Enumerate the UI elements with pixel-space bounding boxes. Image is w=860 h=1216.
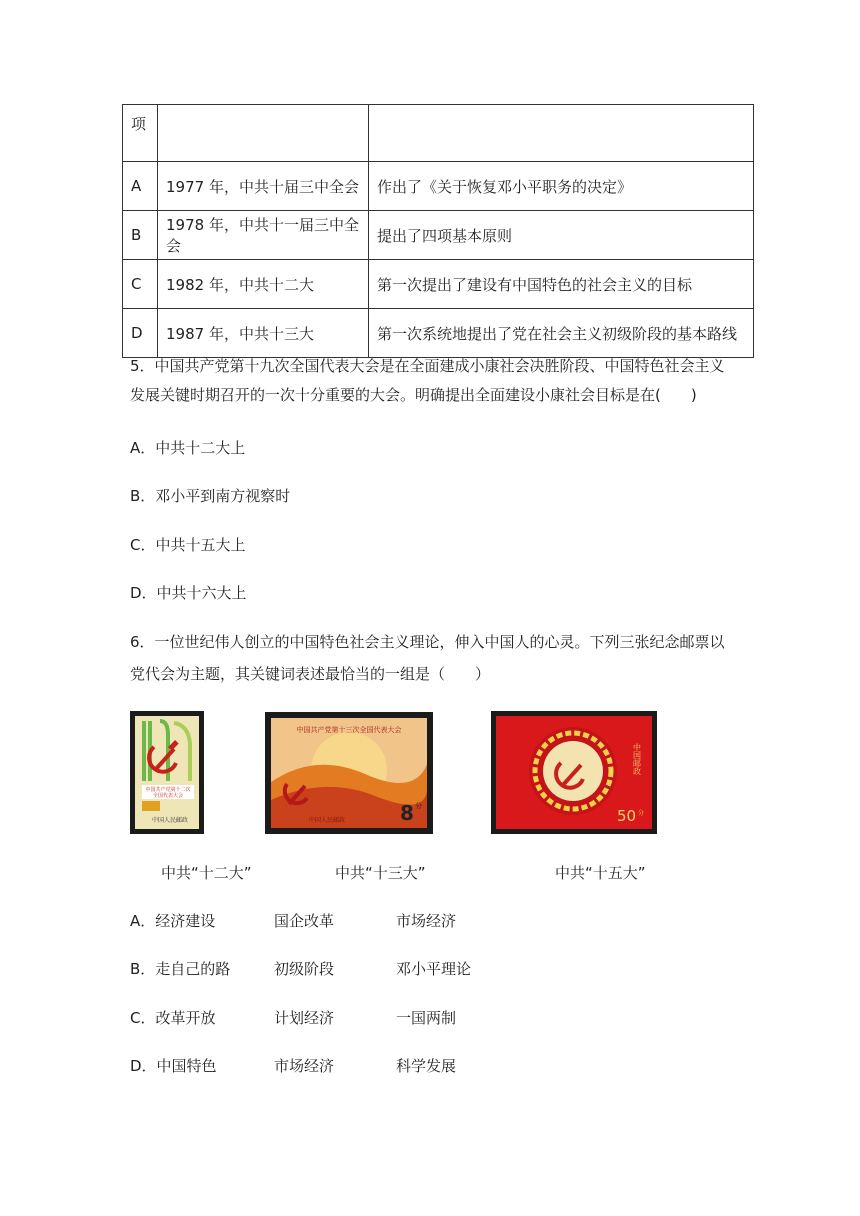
table-row (123, 211, 754, 260)
stamp-12th-congress (130, 711, 204, 834)
q6-option-a-term3: 市场经济 (396, 912, 457, 930)
svg-text:中国人民邮政: 中国人民邮政 (151, 817, 189, 824)
q5-option-b: B．邓小平到南方视察时 (130, 487, 291, 505)
table-cell: 1977 年，中共十届三中全会 (158, 162, 369, 211)
q5-option-d: D．中共十六大上 (130, 584, 247, 602)
stamp-15th-congress (491, 711, 657, 834)
q6-option-b-term2: 初级阶段 (274, 960, 335, 978)
table-row (123, 260, 754, 309)
table-row (123, 162, 754, 211)
q6-option-a-term2: 国企改革 (274, 912, 335, 930)
table-cell: 提出了四项基本原则 (369, 211, 754, 260)
q6-option-d: D．中国特色 (130, 1057, 217, 1075)
table-cell: A (123, 162, 158, 211)
q6-option-d-term3: 科学发展 (396, 1057, 457, 1075)
q6-option-c-term2: 计划经济 (274, 1009, 335, 1027)
table-cell: 第一次提出了建设有中国特色的社会主义的目标 (369, 260, 754, 309)
table-cell: 项 (123, 105, 158, 162)
q5-stem-line2: 发展关键时期召开的一次十分重要的大会。明确提出全面建设小康社会目标是在( ) (130, 386, 697, 404)
table-cell: 1982 年，中共十二大 (158, 260, 369, 309)
stamp-13th-congress (265, 712, 433, 834)
q6-stem-line2: 党代会为主题，其关键词表述最恰当的一组是（ ） (130, 665, 491, 683)
table-cell: D (123, 309, 158, 358)
table-row (123, 309, 754, 358)
svg-text:中国邮政: 中国邮政 (632, 743, 642, 775)
stamp-13th-artwork (265, 712, 433, 834)
svg-text:50: 50 (617, 807, 637, 825)
table-cell (158, 105, 369, 162)
svg-text:中国共产党第十二次: 中国共产党第十二次 (145, 787, 191, 793)
q5-option-c: C．中共十五大上 (130, 536, 246, 554)
table-cell: 1987 年，中共十三大 (158, 309, 369, 358)
q6-stem-line1: 6．一位世纪伟人创立的中国特色社会主义理论，伸入中国人的心灵。下列三张纪念邮票以 (130, 633, 725, 651)
svg-text:分: 分 (638, 810, 645, 817)
svg-text:全国代表大会: 全国代表大会 (152, 793, 184, 799)
table-cell: B (123, 211, 158, 260)
svg-text:中国共产党第十三次全国代表大会: 中国共产党第十三次全国代表大会 (296, 726, 402, 734)
q5-stem-line1: 5．中国共产党第十九次全国代表大会是在全面建成小康社会决胜阶段、中国特色社会主义 (130, 357, 725, 375)
q5-option-a: A．中共十二大上 (130, 439, 246, 457)
table-cell: 第一次系统地提出了党在社会主义初级阶段的基本路线 (369, 309, 754, 358)
table-cell: C (123, 260, 158, 309)
stamp-12th-artwork (130, 711, 204, 834)
stamp-caption-13th: 中共“十三大” (335, 864, 426, 882)
q6-option-c-term3: 一国两制 (396, 1009, 457, 1027)
stamp-caption-12th: 中共“十二大” (161, 864, 252, 882)
q6-option-d-term2: 市场经济 (274, 1057, 335, 1075)
q6-option-c: C．改革开放 (130, 1009, 216, 1027)
q6-option-b-term3: 邓小平理论 (396, 960, 472, 978)
svg-text:分: 分 (415, 802, 422, 810)
table-header-row (123, 105, 754, 162)
q6-option-b: B．走自己的路 (130, 960, 231, 978)
table-cell (369, 105, 754, 162)
stamp-caption-15th: 中共“十五大” (555, 864, 646, 882)
q6-option-a: A．经济建设 (130, 912, 216, 930)
svg-text:8: 8 (400, 801, 414, 825)
table-cell: 1978 年，中共十一届三中全会 (158, 211, 369, 260)
stamp-15th-artwork (491, 711, 657, 834)
svg-text:中国人民邮政: 中国人民邮政 (308, 817, 346, 824)
table-cell: 作出了《关于恢复邓小平职务的决定》 (369, 162, 754, 211)
options-table (122, 104, 754, 358)
